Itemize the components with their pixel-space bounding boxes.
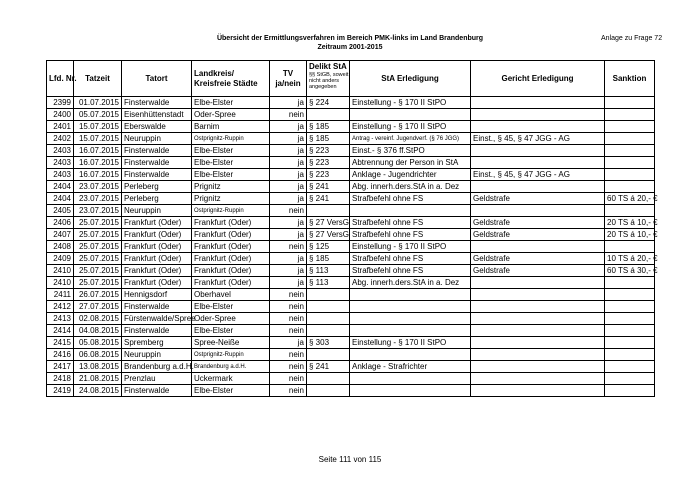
cell-gericht xyxy=(471,361,605,373)
cell-tatzeit: 05.08.2015 xyxy=(74,337,122,349)
cell-lfd: 2414 xyxy=(47,325,74,337)
cell-gericht xyxy=(471,145,605,157)
table-row xyxy=(47,349,655,361)
table-row xyxy=(47,109,655,121)
cell-landkreis: Spree-Neiße xyxy=(192,337,270,349)
cell-gericht xyxy=(471,241,605,253)
cell-sanktion xyxy=(605,133,655,145)
cell-tatzeit: 27.07.2015 xyxy=(74,301,122,313)
table-row xyxy=(47,145,655,157)
cell-delikt: § 27 VersG xyxy=(307,229,350,241)
cell-landkreis: Uckermark xyxy=(192,373,270,385)
cell-delikt: § 185 xyxy=(307,253,350,265)
cell-tatzeit: 21.08.2015 xyxy=(74,373,122,385)
cell-sta xyxy=(350,385,471,397)
cell-sanktion xyxy=(605,181,655,193)
cell-tv: ja xyxy=(270,337,307,349)
cell-sta: Antrag - vereinf. Jugendverf. (§ 76 JGG) xyxy=(350,133,471,145)
cell-landkreis: Frankfurt (Oder) xyxy=(192,253,270,265)
col-header-delikt-line1: Delikt StA xyxy=(309,62,347,71)
cell-delikt xyxy=(307,349,350,361)
table-row xyxy=(47,181,655,193)
cell-sanktion xyxy=(605,301,655,313)
cell-landkreis: Frankfurt (Oder) xyxy=(192,277,270,289)
cell-gericht xyxy=(471,349,605,361)
table-row xyxy=(47,277,655,289)
cell-sta: Strafbefehl ohne FS xyxy=(350,253,471,265)
cell-sanktion xyxy=(605,169,655,181)
cell-sanktion xyxy=(605,121,655,133)
cell-tatort: Frankfurt (Oder) xyxy=(122,253,192,265)
cell-tatort: Finsterwalde xyxy=(122,301,192,313)
cell-tatzeit: 26.07.2015 xyxy=(74,289,122,301)
cell-landkreis: Frankfurt (Oder) xyxy=(192,217,270,229)
cell-tv: ja xyxy=(270,121,307,133)
cell-gericht xyxy=(471,97,605,109)
cell-sta: Einstellung - § 170 II StPO xyxy=(350,121,471,133)
cell-delikt xyxy=(307,109,350,121)
cell-sta: Abg. innerh.ders.StA in a. Dez xyxy=(350,277,471,289)
cell-lfd: 2413 xyxy=(47,313,74,325)
cell-delikt: § 303 xyxy=(307,337,350,349)
cell-tatort: Frankfurt (Oder) xyxy=(122,229,192,241)
cell-sta: Anklage - Strafrichter xyxy=(350,361,471,373)
cell-delikt xyxy=(307,373,350,385)
cell-tv: ja xyxy=(270,277,307,289)
cell-sta xyxy=(350,373,471,385)
cell-gericht xyxy=(471,109,605,121)
cell-delikt xyxy=(307,205,350,217)
cell-tatort: Eisenhüttenstadt xyxy=(122,109,192,121)
cell-sanktion: 20 TS á 10,- € xyxy=(605,217,655,229)
cell-lfd: 2401 xyxy=(47,121,74,133)
table-row xyxy=(47,169,655,181)
cell-gericht: Geldstrafe xyxy=(471,217,605,229)
cell-sta: Strafbefehl ohne FS xyxy=(350,193,471,205)
cell-landkreis: Oder-Spree xyxy=(192,109,270,121)
cell-tatzeit: 24.08.2015 xyxy=(74,385,122,397)
cell-tatzeit: 16.07.2015 xyxy=(74,169,122,181)
cell-tv: nein xyxy=(270,373,307,385)
cell-landkreis: Elbe-Elster xyxy=(192,145,270,157)
cell-sta xyxy=(350,325,471,337)
cell-sanktion xyxy=(605,109,655,121)
table-body xyxy=(47,97,658,397)
col-header-sta: StA Erledigung xyxy=(350,61,471,97)
cell-tatort: Brandenburg a.d.H. xyxy=(122,361,192,373)
page-subtitle: Zeitraum 2001-2015 xyxy=(317,44,383,51)
cell-tv: nein xyxy=(270,385,307,397)
table-row xyxy=(47,313,655,325)
cell-tatort: Frankfurt (Oder) xyxy=(122,241,192,253)
cell-tatzeit: 15.07.2015 xyxy=(74,133,122,145)
cell-gericht xyxy=(471,337,605,349)
cell-gericht: Geldstrafe xyxy=(471,193,605,205)
cell-landkreis: Ostprignitz-Ruppin xyxy=(192,349,270,361)
cell-sanktion xyxy=(605,361,655,373)
cell-sta: Einst.- § 376 ff.StPO xyxy=(350,145,471,157)
table-header-row xyxy=(47,61,655,97)
cell-tv: ja xyxy=(270,133,307,145)
cell-delikt: § 241 xyxy=(307,193,350,205)
cell-tatort: Finsterwalde xyxy=(122,385,192,397)
cell-tv: ja xyxy=(270,145,307,157)
cell-tatort: Neuruppin xyxy=(122,349,192,361)
cell-lfd: 2409 xyxy=(47,253,74,265)
cell-tatort: Neuruppin xyxy=(122,205,192,217)
cell-sanktion: 10 TS á 20,- € xyxy=(605,253,655,265)
cell-lfd: 2415 xyxy=(47,337,74,349)
cell-lfd: 2403 xyxy=(47,157,74,169)
cell-sta: Anklage - Jugendrichter xyxy=(350,169,471,181)
cell-gericht xyxy=(471,121,605,133)
cell-delikt xyxy=(307,301,350,313)
cell-tatort: Finsterwalde xyxy=(122,145,192,157)
cell-sta xyxy=(350,301,471,313)
cell-delikt xyxy=(307,289,350,301)
cell-sta xyxy=(350,313,471,325)
cell-delikt: § 223 xyxy=(307,157,350,169)
cell-delikt: § 241 xyxy=(307,361,350,373)
cell-delikt: § 27 VersG xyxy=(307,217,350,229)
cell-tv: ja xyxy=(270,157,307,169)
col-header-delikt-line3: nicht anders xyxy=(309,78,339,84)
table-row xyxy=(47,265,655,277)
cell-sta: Einstellung - § 170 II StPO xyxy=(350,241,471,253)
table-row xyxy=(47,217,655,229)
cell-gericht: Einst., § 45, § 47 JGG - AG xyxy=(471,169,605,181)
cell-lfd: 2404 xyxy=(47,193,74,205)
cell-lfd: 2411 xyxy=(47,289,74,301)
cell-lfd: 2410 xyxy=(47,277,74,289)
cell-gericht xyxy=(471,373,605,385)
cell-gericht xyxy=(471,313,605,325)
cell-sanktion xyxy=(605,205,655,217)
cell-tv: ja xyxy=(270,193,307,205)
cell-gericht: Einst., § 45, § 47 JGG - AG xyxy=(471,133,605,145)
cell-sanktion xyxy=(605,277,655,289)
col-header-landkreis-line1: Landkreis/ xyxy=(194,68,235,78)
cell-sanktion xyxy=(605,373,655,385)
cell-delikt xyxy=(307,313,350,325)
cell-tv: nein xyxy=(270,301,307,313)
cell-sanktion xyxy=(605,289,655,301)
cell-sta: Strafbefehl ohne FS xyxy=(350,217,471,229)
cell-sanktion xyxy=(605,385,655,397)
cell-landkreis: Elbe-Elster xyxy=(192,157,270,169)
cell-tv: ja xyxy=(270,217,307,229)
cell-gericht xyxy=(471,385,605,397)
cell-sta: Einstellung - § 170 II StPO xyxy=(350,97,471,109)
cell-sanktion xyxy=(605,337,655,349)
cell-tatort: Finsterwalde xyxy=(122,325,192,337)
col-header-sanktion: Sanktion xyxy=(605,61,655,97)
table-row xyxy=(47,229,655,241)
table-row xyxy=(47,253,655,265)
cell-tv: ja xyxy=(270,229,307,241)
cell-tatort: Frankfurt (Oder) xyxy=(122,277,192,289)
cell-lfd: 2407 xyxy=(47,229,74,241)
cell-lfd: 2404 xyxy=(47,181,74,193)
procedures-table xyxy=(46,60,658,397)
cell-tv: nein xyxy=(270,109,307,121)
cell-lfd: 2403 xyxy=(47,145,74,157)
col-header-landkreis-line2: Kreisfreie Städte xyxy=(194,78,258,88)
cell-tatzeit: 25.07.2015 xyxy=(74,277,122,289)
cell-landkreis: Elbe-Elster xyxy=(192,325,270,337)
cell-sta xyxy=(350,289,471,301)
cell-sta: Einstellung - § 170 II StPO xyxy=(350,337,471,349)
table-row xyxy=(47,157,655,169)
cell-gericht xyxy=(471,181,605,193)
cell-lfd: 2416 xyxy=(47,349,74,361)
cell-landkreis: Prignitz xyxy=(192,193,270,205)
cell-tatort: Fürstenwalde/Spree xyxy=(122,313,192,325)
table-row xyxy=(47,385,655,397)
cell-delikt: § 113 xyxy=(307,277,350,289)
table-row xyxy=(47,325,655,337)
cell-tatort: Finsterwalde xyxy=(122,157,192,169)
table-row xyxy=(47,373,655,385)
cell-tatzeit: 15.07.2015 xyxy=(74,121,122,133)
cell-landkreis: Elbe-Elster xyxy=(192,385,270,397)
cell-tatort: Eberswalde xyxy=(122,121,192,133)
cell-delikt: § 224 xyxy=(307,97,350,109)
cell-sanktion xyxy=(605,325,655,337)
cell-tv: nein xyxy=(270,313,307,325)
cell-sanktion: 60 TS á 20,- € xyxy=(605,193,655,205)
cell-tv: ja xyxy=(270,169,307,181)
cell-tv: nein xyxy=(270,205,307,217)
cell-delikt: § 125 xyxy=(307,241,350,253)
col-header-tatort: Tatort xyxy=(122,61,192,97)
cell-tv: nein xyxy=(270,325,307,337)
col-header-delikt-line4: angegeben xyxy=(309,84,337,90)
cell-sta: Abtrennung der Person in StA xyxy=(350,157,471,169)
cell-landkreis: Elbe-Elster xyxy=(192,301,270,313)
cell-tatort: Hennigsdorf xyxy=(122,289,192,301)
cell-tv: ja xyxy=(270,265,307,277)
cell-tatzeit: 13.08.2015 xyxy=(74,361,122,373)
cell-tatzeit: 25.07.2015 xyxy=(74,241,122,253)
cell-sta xyxy=(350,109,471,121)
cell-delikt xyxy=(307,385,350,397)
cell-lfd: 2408 xyxy=(47,241,74,253)
cell-lfd: 2405 xyxy=(47,205,74,217)
cell-lfd: 2412 xyxy=(47,301,74,313)
cell-tv: nein xyxy=(270,289,307,301)
cell-tatort: Prenzlau xyxy=(122,373,192,385)
cell-sanktion xyxy=(605,349,655,361)
table-row xyxy=(47,289,655,301)
cell-gericht: Geldstrafe xyxy=(471,253,605,265)
cell-landkreis: Oder-Spree xyxy=(192,313,270,325)
cell-landkreis: Prignitz xyxy=(192,181,270,193)
page-title: Übersicht der Ermittlungsverfahren im Bereich PMK-links im Land Brandenburg xyxy=(216,35,484,42)
cell-sanktion xyxy=(605,241,655,253)
col-header-lfd: Lfd. Nr. xyxy=(47,61,74,97)
cell-lfd: 2417 xyxy=(47,361,74,373)
cell-tatzeit: 23.07.2015 xyxy=(74,193,122,205)
cell-tatzeit: 25.07.2015 xyxy=(74,229,122,241)
cell-gericht xyxy=(471,325,605,337)
cell-sta: Strafbefehl ohne FS xyxy=(350,229,471,241)
cell-tv: ja xyxy=(270,253,307,265)
cell-tatzeit: 02.08.2015 xyxy=(74,313,122,325)
table-row xyxy=(47,241,655,253)
cell-tatort: Neuruppin xyxy=(122,133,192,145)
table-row xyxy=(47,361,655,373)
cell-lfd: 2402 xyxy=(47,133,74,145)
cell-delikt: § 185 xyxy=(307,121,350,133)
cell-delikt: § 223 xyxy=(307,169,350,181)
cell-tv: ja xyxy=(270,181,307,193)
table-row xyxy=(47,205,655,217)
cell-sanktion xyxy=(605,313,655,325)
col-header-gericht: Gericht Erledigung xyxy=(471,61,605,97)
cell-delikt xyxy=(307,325,350,337)
cell-tatort: Perleberg xyxy=(122,193,192,205)
cell-sanktion: 60 TS á 30,- € xyxy=(605,265,655,277)
table-row xyxy=(47,301,655,313)
cell-tatzeit: 25.07.2015 xyxy=(74,253,122,265)
cell-tatzeit: 16.07.2015 xyxy=(74,157,122,169)
cell-sta xyxy=(350,349,471,361)
cell-tatort: Frankfurt (Oder) xyxy=(122,265,192,277)
col-header-tatzeit: Tatzeit xyxy=(74,61,122,97)
cell-tatort: Finsterwalde xyxy=(122,169,192,181)
cell-sta: Strafbefehl ohne FS xyxy=(350,265,471,277)
col-header-tv-line1: TV xyxy=(282,68,294,78)
table-row xyxy=(47,133,655,145)
cell-tatzeit: 23.07.2015 xyxy=(74,181,122,193)
cell-lfd: 2410 xyxy=(47,265,74,277)
cell-sanktion: 20 TS á 10,- € xyxy=(605,229,655,241)
cell-landkreis: Frankfurt (Oder) xyxy=(192,265,270,277)
cell-gericht xyxy=(471,157,605,169)
cell-delikt: § 241 xyxy=(307,181,350,193)
cell-lfd: 2399 xyxy=(47,97,74,109)
cell-tatzeit: 06.08.2015 xyxy=(74,349,122,361)
cell-gericht xyxy=(471,205,605,217)
cell-sta: Abg. innerh.ders.StA in a. Dez xyxy=(350,181,471,193)
cell-lfd: 2418 xyxy=(47,373,74,385)
cell-gericht: Geldstrafe xyxy=(471,265,605,277)
table-row xyxy=(47,193,655,205)
cell-tv: nein xyxy=(270,349,307,361)
cell-delikt: § 185 xyxy=(307,133,350,145)
cell-landkreis: Barnim xyxy=(192,121,270,133)
cell-gericht xyxy=(471,289,605,301)
cell-landkreis: Ostprignitz-Ruppin xyxy=(192,133,270,145)
cell-tv: ja xyxy=(270,97,307,109)
cell-lfd: 2403 xyxy=(47,169,74,181)
col-header-delikt-line2: §§ StGB, soweit xyxy=(309,72,349,78)
cell-tatzeit: 25.07.2015 xyxy=(74,217,122,229)
cell-landkreis: Frankfurt (Oder) xyxy=(192,229,270,241)
cell-lfd: 2406 xyxy=(47,217,74,229)
cell-tv: nein xyxy=(270,361,307,373)
cell-tatzeit: 16.07.2015 xyxy=(74,145,122,157)
cell-landkreis: Brandenburg a.d.H. xyxy=(192,361,270,373)
cell-delikt: § 113 xyxy=(307,265,350,277)
cell-landkreis: Ostprignitz-Ruppin xyxy=(192,205,270,217)
table-row xyxy=(47,97,655,109)
col-header-tv xyxy=(270,61,307,97)
page-number: Seite 111 von 115 xyxy=(318,455,382,464)
cell-tatzeit: 25.07.2015 xyxy=(74,265,122,277)
cell-sta xyxy=(350,205,471,217)
cell-landkreis: Elbe-Elster xyxy=(192,97,270,109)
col-header-tv-line2: ja/nein xyxy=(275,78,301,88)
cell-sanktion xyxy=(605,97,655,109)
cell-gericht: Geldstrafe xyxy=(471,229,605,241)
cell-lfd: 2419 xyxy=(47,385,74,397)
cell-gericht xyxy=(471,301,605,313)
cell-tatort: Spremberg xyxy=(122,337,192,349)
cell-sanktion xyxy=(605,145,655,157)
cell-delikt: § 223 xyxy=(307,145,350,157)
cell-tv: nein xyxy=(270,241,307,253)
cell-tatort: Finsterwalde xyxy=(122,97,192,109)
cell-tatort: Perleberg xyxy=(122,181,192,193)
cell-tatzeit: 23.07.2015 xyxy=(74,205,122,217)
cell-landkreis: Frankfurt (Oder) xyxy=(192,241,270,253)
table-row xyxy=(47,337,655,349)
cell-tatzeit: 01.07.2015 xyxy=(74,97,122,109)
cell-sanktion xyxy=(605,157,655,169)
cell-landkreis: Elbe-Elster xyxy=(192,169,270,181)
cell-tatzeit: 05.07.2015 xyxy=(74,109,122,121)
col-header-landkreis xyxy=(192,61,270,97)
annex-label: Anlage zu Frage 72 xyxy=(601,35,663,42)
cell-landkreis: Oberhavel xyxy=(192,289,270,301)
col-header-delikt xyxy=(307,61,350,97)
cell-tatzeit: 04.08.2015 xyxy=(74,325,122,337)
cell-lfd: 2400 xyxy=(47,109,74,121)
table-row xyxy=(47,121,655,133)
cell-tatort: Frankfurt (Oder) xyxy=(122,217,192,229)
cell-gericht xyxy=(471,277,605,289)
